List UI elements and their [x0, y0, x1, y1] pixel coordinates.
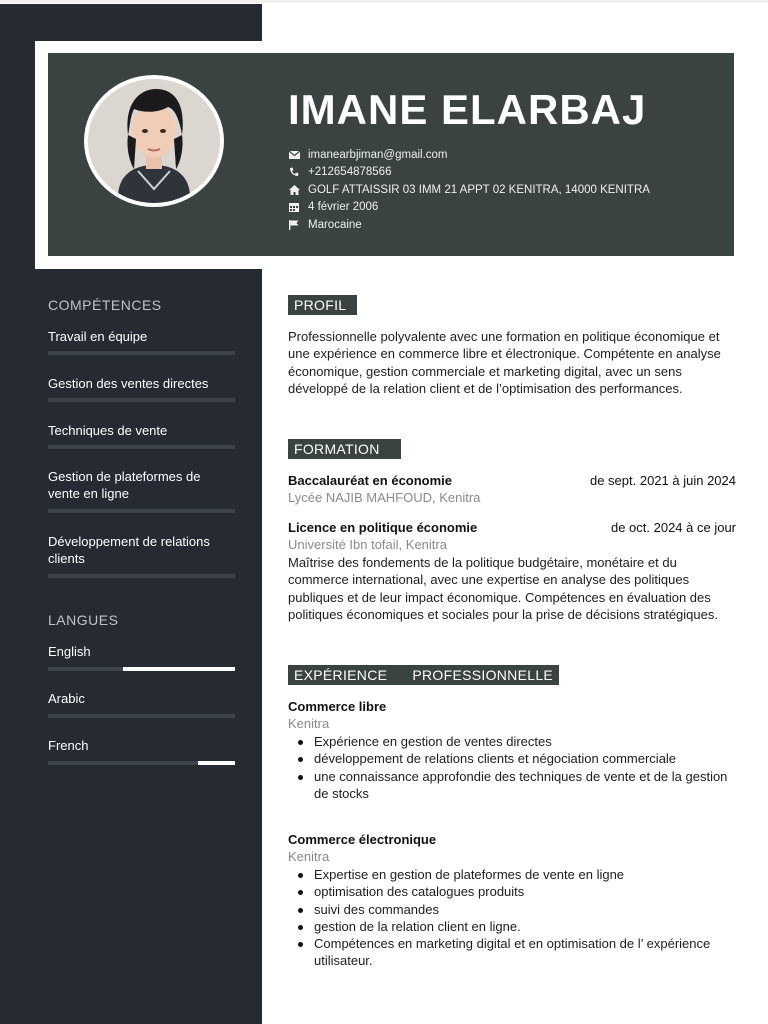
education-dates: de oct. 2024 à ce jour	[610, 520, 736, 535]
bullet-dot	[298, 942, 303, 947]
education-dates: de sept. 2021 à juin 2024	[589, 473, 736, 488]
skill-label: Gestion de plateformes de vente en ligne	[48, 469, 201, 501]
education-degree: Baccalauréat en économie	[288, 473, 453, 488]
portrait-image	[88, 79, 220, 203]
skill-bar	[48, 351, 235, 355]
skill-label: Développement de relations clients	[48, 534, 210, 566]
contact-address	[288, 181, 650, 199]
list-item	[288, 883, 738, 900]
language-level-fill	[198, 761, 235, 765]
contact-email	[288, 146, 650, 164]
skill-item	[48, 328, 235, 345]
list-item	[288, 935, 738, 970]
skill-item	[48, 533, 235, 567]
contact-text: 4 février 2006	[308, 201, 379, 214]
phone-icon	[288, 167, 300, 177]
contact-text: GOLF ATTAISSIR 03 IMM 21 APPT 02 KENITRA, 14000 KENITRA	[308, 183, 650, 196]
profile-section-title: PROFIL	[288, 295, 357, 315]
skill-bar	[48, 445, 235, 449]
contact-phone	[288, 164, 650, 182]
bullet-text: Expérience en gestion de ventes directes	[314, 734, 552, 749]
list-item	[288, 733, 738, 750]
bullet-text: suivi des commandes	[314, 901, 439, 917]
profile-text: Professionnelle polyvalente avec une formation en politique économique et une expérience en commerce libre et électronique. Compétente en analyse économique, gestion commerciale et marketing digital, avec un sens développé de la relation client et de l’optimisation des performances.	[288, 329, 721, 397]
language-label: English	[48, 644, 91, 659]
candidate-name: IMANE ELARBAJ	[288, 86, 647, 133]
language-bar	[48, 667, 235, 671]
experience-place: Kenitra	[288, 849, 330, 864]
bullet-text: Expertise en gestion de plateformes de vente en ligne	[314, 867, 625, 882]
bullet-dot	[298, 908, 303, 913]
flag-icon	[288, 220, 300, 230]
skill-bar	[48, 509, 235, 513]
languages-title: LANGUES	[48, 612, 119, 628]
language-bar	[48, 761, 235, 765]
skills-title: COMPÉTENCES	[48, 297, 162, 313]
contact-text: imanearbjiman@gmail.com	[308, 148, 448, 161]
experience-bullets	[288, 733, 738, 802]
skill-item	[48, 375, 235, 392]
language-item	[48, 737, 235, 754]
skill-bar	[48, 398, 235, 402]
bullet-text: optimisation des catalogues produits	[314, 884, 525, 900]
skill-label: Gestion des ventes directes	[48, 376, 209, 391]
bullet-text: développement de relations clients et négociation commerciale	[314, 751, 677, 767]
experience-place: Kenitra	[288, 716, 330, 731]
envelope-icon	[288, 150, 300, 160]
contact-text: Marocaine	[308, 218, 362, 231]
bullet-text: Compétences en marketing digital et en optimisation de l’ expérience utilisateur.	[314, 936, 711, 969]
experience-title: Commerce libre	[288, 699, 387, 714]
education-school: Université Ibn tofail, Kenitra	[288, 537, 447, 552]
language-item	[48, 643, 235, 660]
education-degree: Licence en politique économie	[288, 520, 478, 535]
education-description: Maîtrise des fondements de la politique budgétaire, monétaire et du commerce international, avec une expertise en analyse des politiques publiques et de leur impact économique. Compétences en évaluation des politiques économiques et sociales pour la prise de décisions stratégiques.	[288, 555, 718, 623]
list-item	[288, 901, 738, 918]
education-section-title: FORMATION	[288, 439, 401, 459]
list-item	[288, 918, 738, 935]
skill-label: Techniques de vente	[48, 423, 168, 438]
language-level-fill	[123, 667, 235, 671]
profile-photo	[84, 75, 224, 207]
language-item	[48, 690, 235, 707]
skill-bar	[48, 574, 235, 578]
home-icon	[288, 185, 300, 195]
bullet-dot	[298, 740, 303, 745]
contact-birthdate	[288, 199, 650, 217]
skill-item	[48, 422, 235, 439]
calendar-icon	[288, 202, 300, 212]
experience-bullets	[288, 866, 738, 970]
language-label: French	[48, 738, 89, 753]
skill-item	[48, 468, 235, 502]
bullet-dot	[298, 873, 303, 878]
page-top-edge	[0, 0, 768, 3]
language-label: Arabic	[48, 691, 85, 706]
education-school: Lycée NAJIB MAHFOUD, Kenitra	[288, 490, 481, 505]
bullet-dot	[298, 925, 303, 930]
skill-label: Travail en équipe	[48, 329, 148, 344]
bullet-dot	[298, 757, 303, 762]
contact-list	[288, 146, 650, 234]
contact-nationality	[288, 216, 650, 234]
list-item	[288, 866, 738, 883]
experience-title: Commerce électronique	[288, 832, 437, 847]
contact-text: +212654878566	[308, 166, 392, 179]
language-bar	[48, 714, 235, 718]
list-item	[288, 750, 738, 767]
experience-section-title: EXPÉRIENCE PROFESSIONNELLE	[288, 665, 559, 685]
list-item	[288, 768, 738, 803]
bullet-text: gestion de la relation client en ligne.	[314, 918, 521, 934]
bullet-dot	[298, 890, 303, 895]
bullet-text: une connaissance approfondie des techniques de vente et de la gestion de stocks	[314, 768, 728, 801]
bullet-dot	[298, 775, 303, 780]
